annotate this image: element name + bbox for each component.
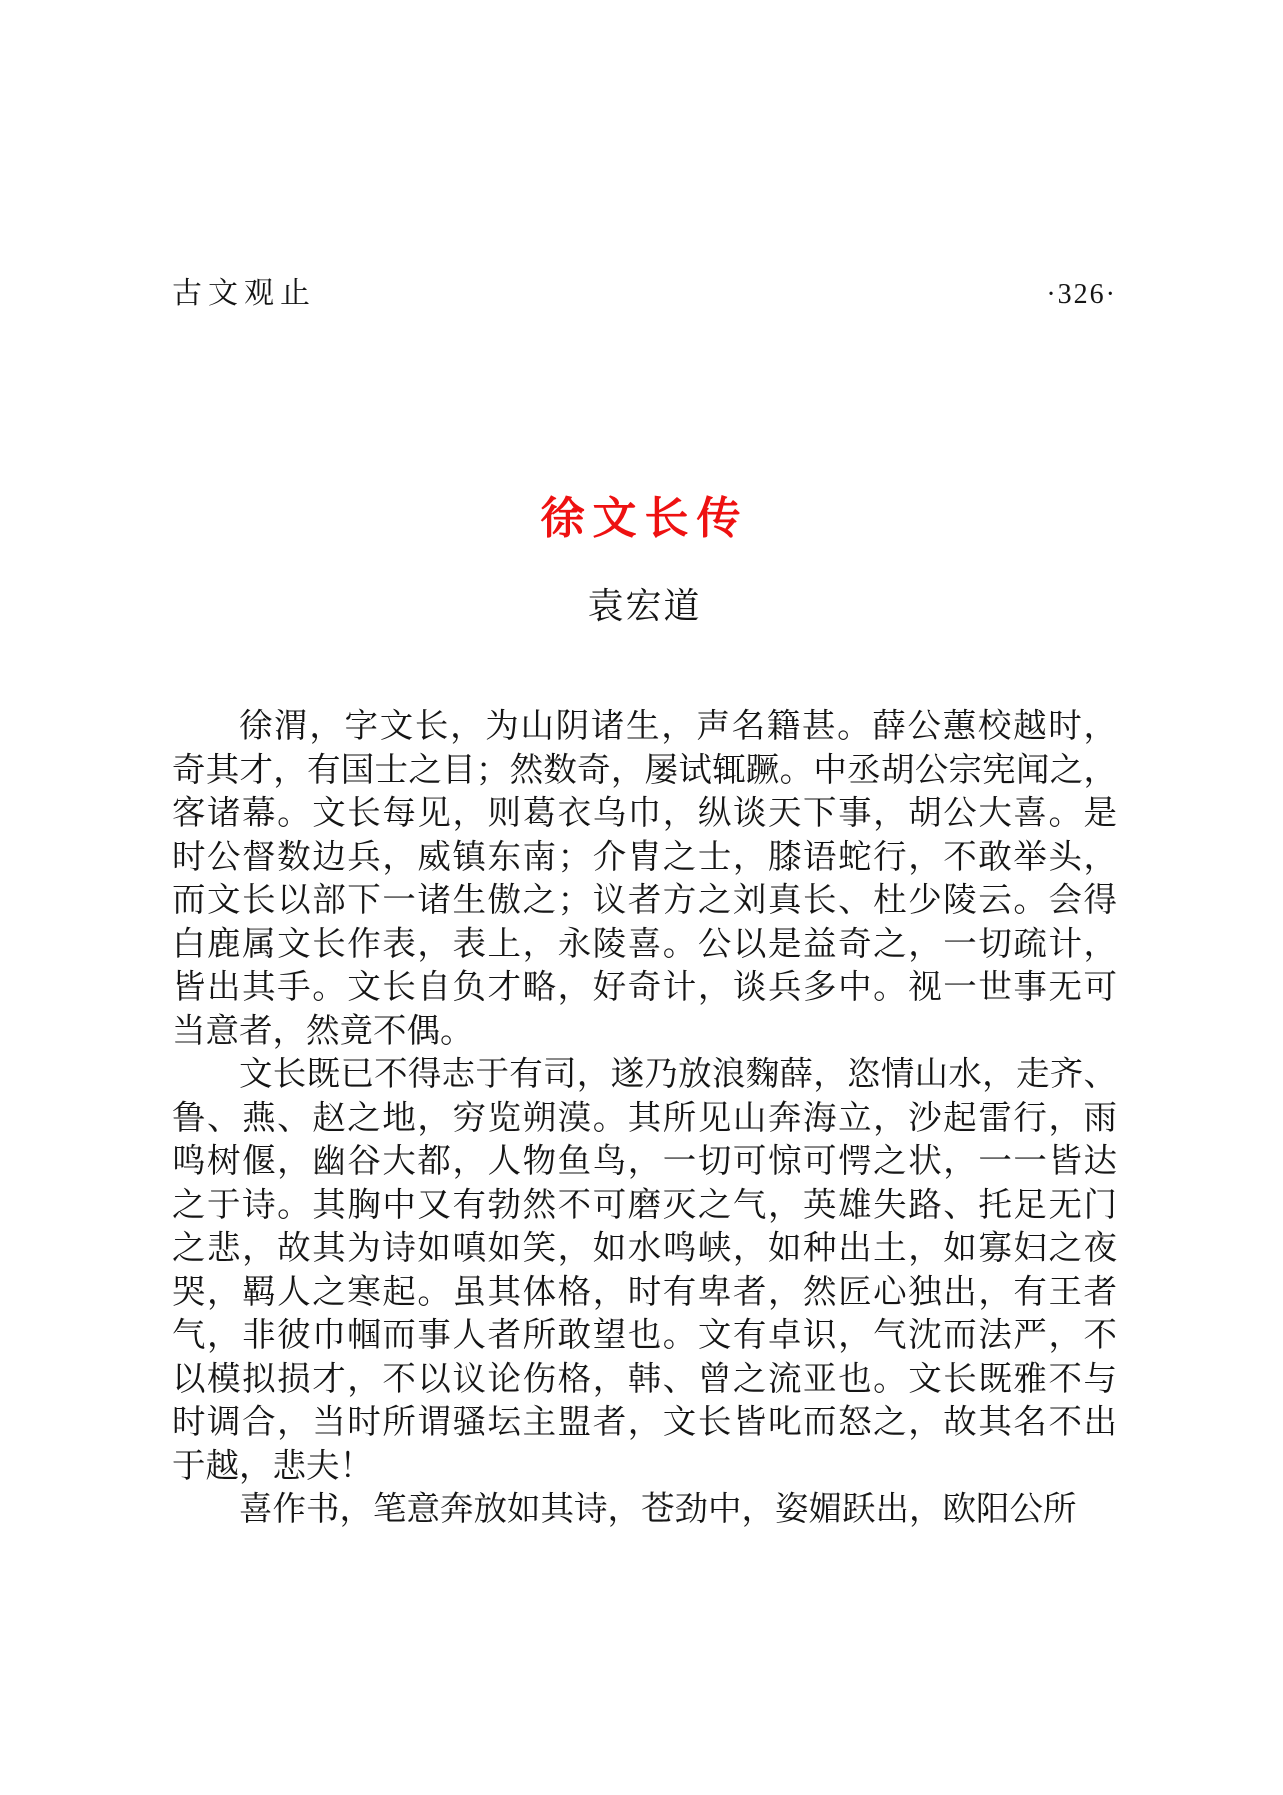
running-header — [172, 268, 1117, 312]
body-line: 之于诗。其胸中又有勃然不可磨灭之气，英雄失路、托足无门 — [172, 1186, 1117, 1224]
article-title: 徐文长传 — [540, 494, 749, 543]
body-line: 喜作书，笔意奔放如其诗，苍劲中，姿媚跃出，欧阳公所 — [239, 1491, 1077, 1528]
body-line: 时调合，当时所谓骚坛主盟者，文长皆叱而怒之，故其名不出 — [172, 1404, 1117, 1441]
body-line: 鲁、燕、赵之地，穷览朔漠。其所见山奔海立，沙起雷行，雨 — [172, 1099, 1117, 1137]
body-line: 之悲，故其为诗如嗔如笑，如水鸣峡，如种出土，如寡妇之夜 — [172, 1230, 1117, 1267]
body-line: 气，非彼巾帼而事人者所敢望也。文有卓识，气沈而法严，不 — [172, 1317, 1117, 1354]
body-line: 白鹿属文长作表，表上，永陵喜。公以是益奇之，一切疏计， — [172, 925, 1117, 963]
book-title: 古文观止 — [172, 277, 316, 310]
body-line: 徐渭，字文长，为山阴诸生，声名籍甚。薛公蕙校越时， — [239, 708, 1117, 745]
body-line: 皆出其手。文长自负才略，好奇计，谈兵多中。视一世事无可 — [172, 969, 1117, 1006]
page-number: ·326· — [1046, 279, 1117, 310]
body-line: 于越，悲夫！ — [172, 1447, 373, 1485]
body-line: 鸣树偃，幽谷大都，人物鱼鸟，一切可惊可愕之状，一一皆达 — [172, 1143, 1117, 1180]
body-line: 奇其才，有国士之目；然数奇，屡试辄蹶。中丞胡公宗宪闻之， — [172, 751, 1117, 789]
body-line: 当意者，然竟不偶。 — [172, 1012, 474, 1050]
body-line: 客诸幕。文长每见，则葛衣乌巾，纵谈天下事，胡公大喜。是 — [172, 795, 1117, 832]
body-line: 时公督数边兵，威镇东南；介胄之士，膝语蛇行，不敢举头， — [172, 838, 1117, 876]
body-line: 文长既已不得志于有司，遂乃放浪麴薛，恣情山水，走齐、 — [239, 1056, 1117, 1093]
article-author: 袁宏道 — [587, 586, 702, 626]
body-line: 以模拟损才，不以议论伤格，韩、曾之流亚也。文长既雅不与 — [172, 1360, 1117, 1398]
article-body — [172, 705, 1117, 1532]
body-line: 哭，羁人之寒起。虽其体格，时有卑者，然匠心独出，有王者 — [172, 1273, 1117, 1311]
body-line: 而文长以部下一诸生傲之；议者方之刘真长、杜少陵云。会得 — [172, 882, 1117, 919]
